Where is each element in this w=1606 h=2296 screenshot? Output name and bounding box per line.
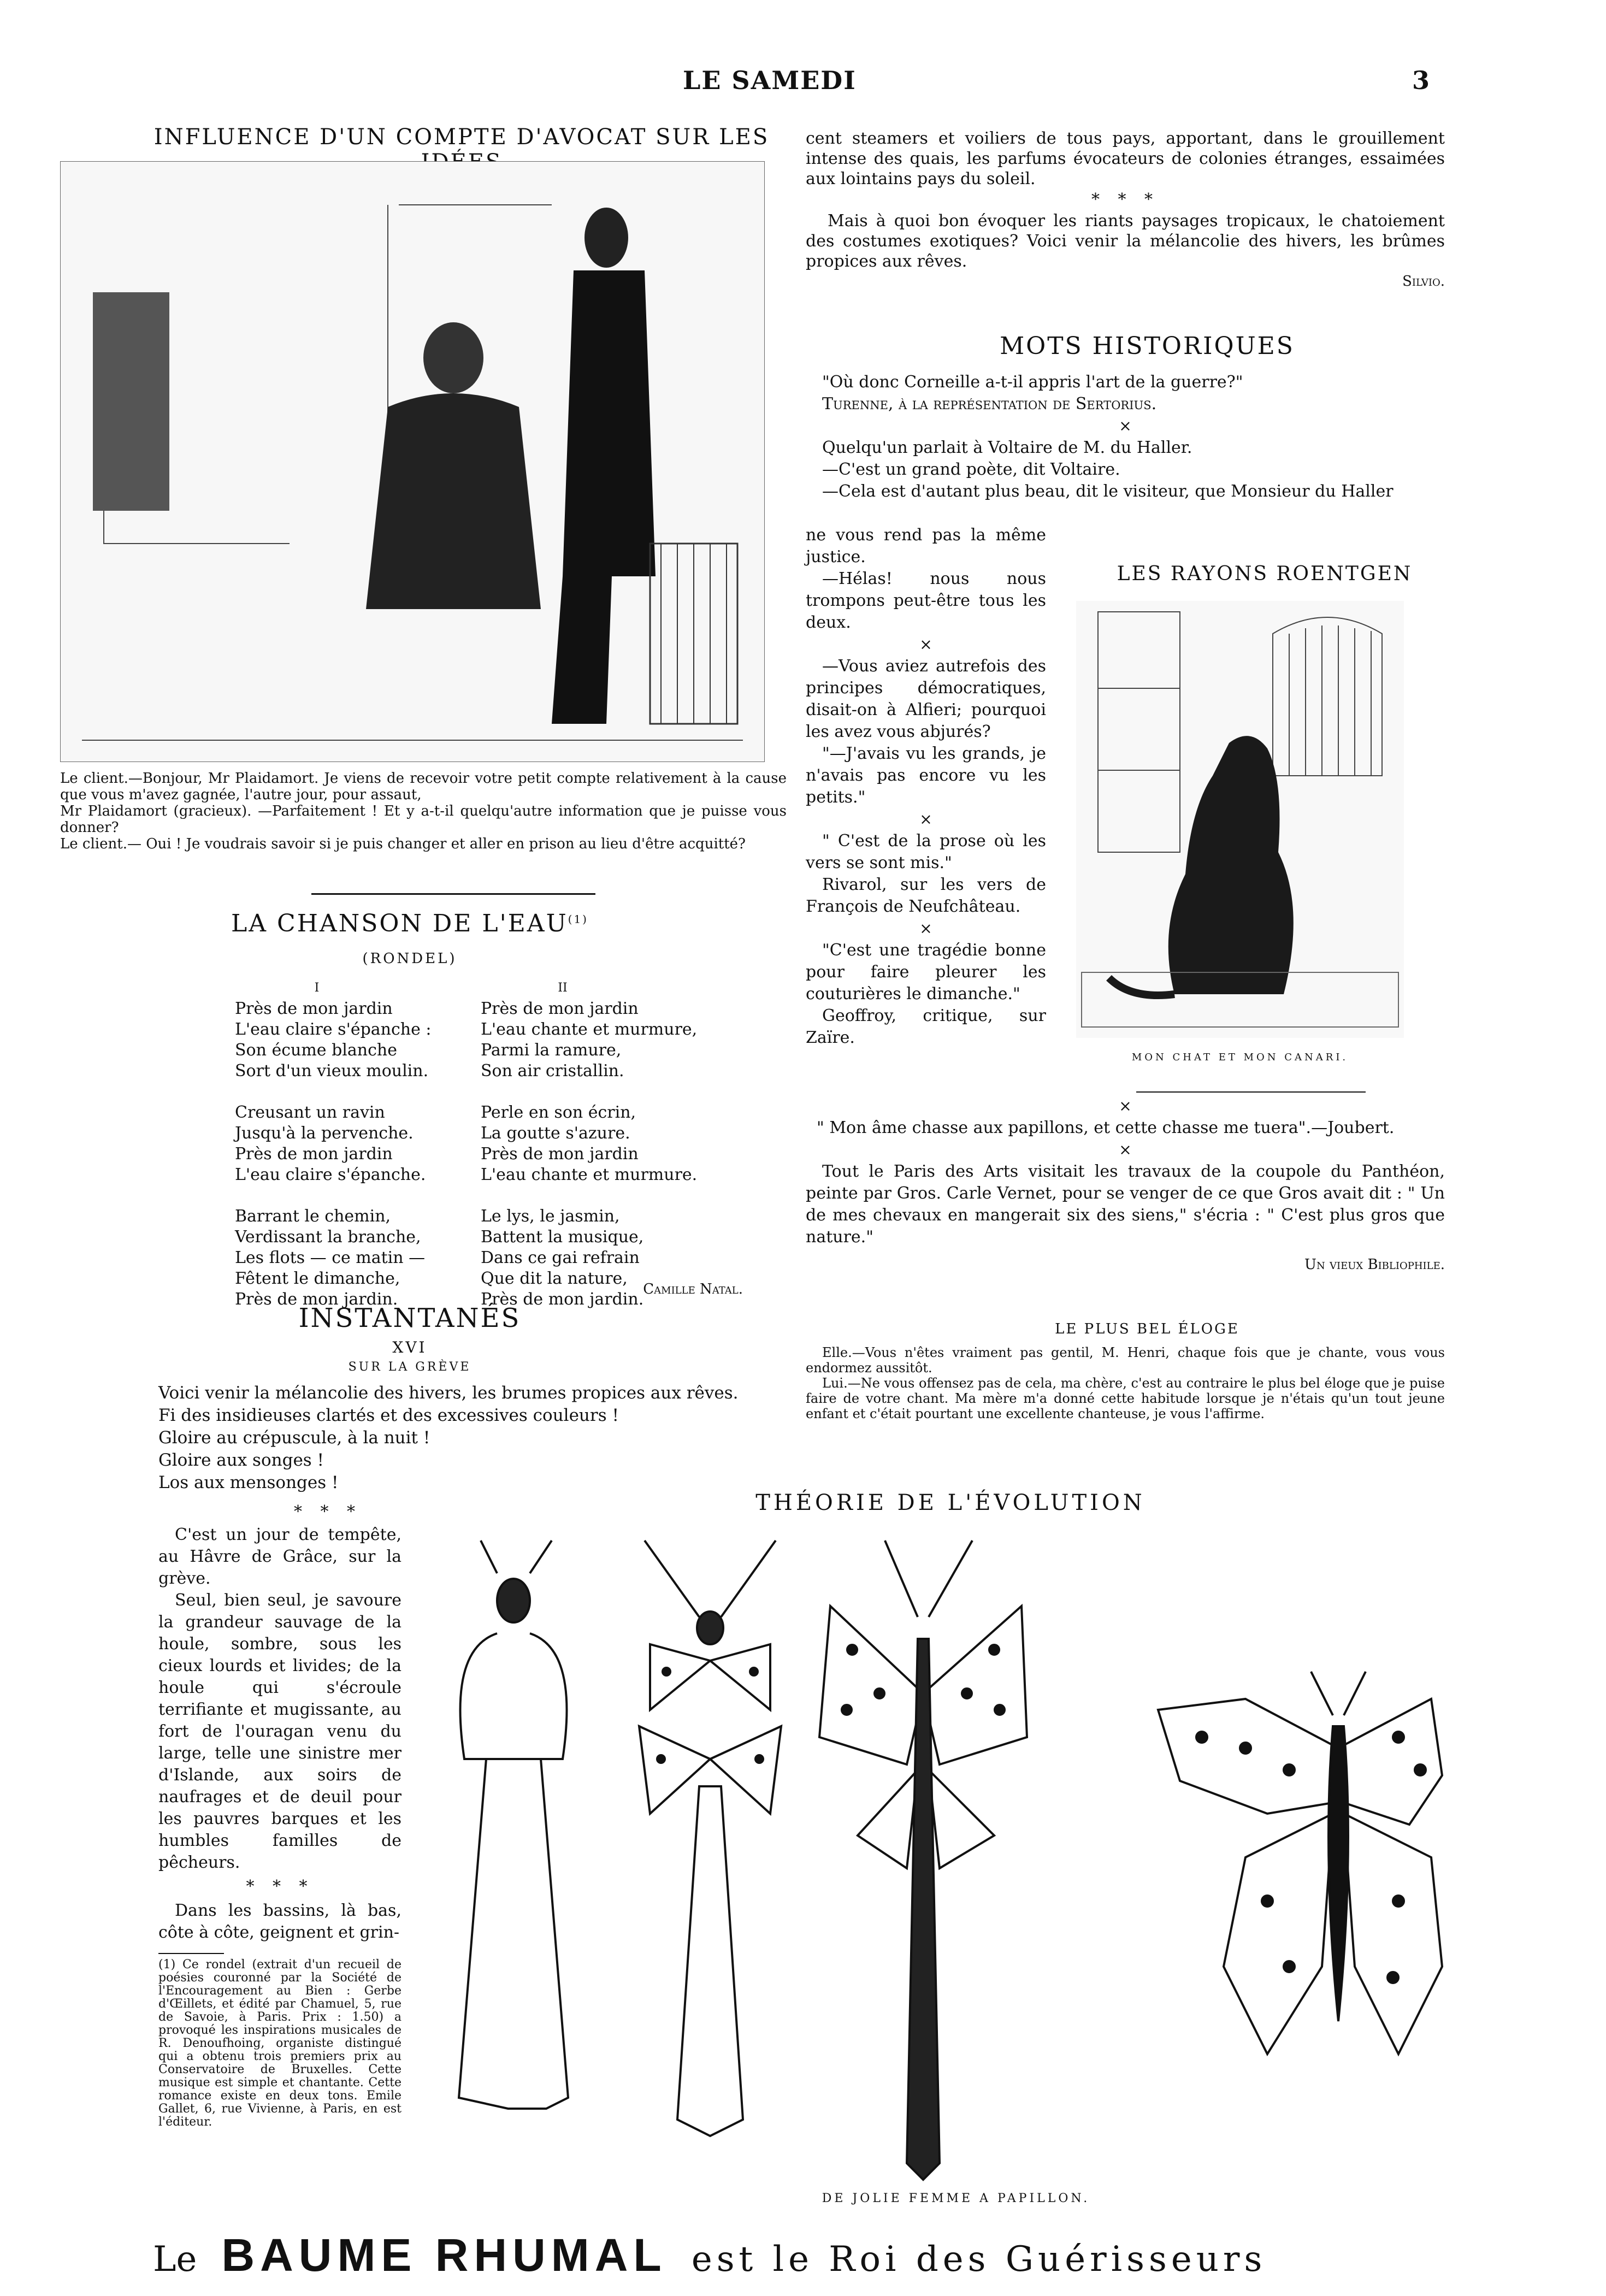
stanza [235, 1206, 481, 1310]
verse-line: L'eau chante et murmure, [481, 1020, 698, 1039]
paragraph: C'est un jour de tempête, au Hâvre de Grâce, sur la grève. [158, 1525, 402, 1588]
paragraph: cent steamers et voiliers de tous pays, apportant, dans le grouillement intense des quais, les parfums évocateurs de colonies étranges, essaimées aux lointains pays du soleil. [806, 129, 1445, 188]
instantanes-title: INSTANTANÉS [298, 1303, 521, 1333]
quote: "Où donc Corneille a-t-il appris l'art de la guerre?" [822, 373, 1243, 392]
evolution-illustration [415, 1530, 1453, 2185]
section-stars: * * * [1091, 190, 1160, 209]
instantanes-intro [158, 1382, 787, 1494]
stanza [235, 1102, 481, 1185]
intro-line: Gloire au crépuscule, à la nuit ! [158, 1428, 430, 1448]
stanza-number: II [558, 981, 568, 995]
roentgen-title: LES RAYONS ROENTGEN [1117, 563, 1413, 585]
intro-line: Voici venir la mélancolie des hivers, les brumes propices aux rêves. [158, 1383, 739, 1403]
caption-line: Le client.— Oui ! Je voudrais savoir si je puis changer et aller en prison au lieu d'être acquitté? [60, 836, 746, 852]
paragraph: Mais à quoi bon évoquer les riants paysages tropicaux, le chatoiement des costumes exotiques? Voici venir la mélancolie des hivers, les brûmes propices aux rêves. [806, 211, 1445, 271]
roentgen-illustration [1076, 601, 1404, 1038]
caption-line: Mr Plaidamort (gracieux). —Parfaitement ! Et y a-t-il quelqu'autre information que je puisse vous donner? [60, 803, 787, 836]
ad-brand: BAUME RHUMAL [221, 2229, 667, 2281]
verse-line: Perle en son écrin, [481, 1103, 636, 1122]
paragraph: Seul, bien seul, je savoure la grandeur sauvage de la houle, sombre, sous les cieux lourds et livides; de la houle qui s'écroule terrifiante et mugissante, au fort de l'ouragan venu du large, telle une sinistre mer d'Islande, aux soirs de naufrages et de deuil pour les pauvres barques et les humbles familles de pêcheurs. [158, 1591, 402, 1872]
quote-author: Turenne, à la représentation de Sertorius. [822, 394, 1157, 414]
dialogue-line: Elle.—Vous n'êtes vraiment pas gentil, M. Henri, chaque fois que je chante, vous vous endormez aussitôt. [806, 1345, 1445, 1376]
verse-line: La goutte s'azure. [481, 1124, 630, 1143]
chanson-title-text: LA CHANSON DE L'EAU [231, 910, 568, 937]
evolution-title: THÉORIE DE L'ÉVOLUTION [755, 1490, 1146, 1515]
verse-line: Son écume blanche [235, 1041, 397, 1060]
signature: Un vieux Bibliophile. [1304, 1256, 1445, 1273]
figure-woman [459, 1540, 568, 2109]
chanson-subtitle: (RONDEL) [362, 951, 457, 967]
quote: Quelqu'un parlait à Voltaire de M. du Haller. [822, 438, 1192, 457]
separator: × [1119, 1141, 1132, 1159]
quote: —Hélas! nous nous trompons peut-être tous les deux. [806, 569, 1046, 632]
figure-butterfly [1158, 1672, 1442, 2054]
figure-transition [639, 1540, 781, 2136]
section-stars: * * * [293, 1502, 362, 1521]
verse-line: Son air cristallin. [481, 1061, 624, 1081]
ad-le: Le [153, 2239, 197, 2280]
verse-line: Près de mon jardin. [235, 1290, 398, 1309]
verse-line: L'eau claire s'épanche. [235, 1165, 426, 1184]
stanza [481, 999, 732, 1082]
chanson-author: Camille Natal. [643, 1281, 743, 1297]
verse-line: L'eau claire s'épanche : [235, 1020, 432, 1039]
page-number: 3 [1412, 66, 1431, 95]
cartoon-illustration [60, 161, 765, 762]
continuation-text [806, 128, 1445, 292]
roentgen-caption: MON CHAT ET MON CANARI. [1131, 1052, 1349, 1063]
verse-line: Dans ce gai refrain [481, 1248, 640, 1267]
quote-author: Rivarol, sur les vers de François de Neufchâteau. [806, 875, 1046, 916]
verse-line: Les flots — ce matin — [235, 1248, 426, 1267]
chanson-column-2 [481, 978, 732, 1331]
verse-line: Sort d'un vieux moulin. [235, 1061, 429, 1081]
instantanes-number: XVI [392, 1338, 427, 1356]
ad-tagline: est le Roi des Guérisseurs [691, 2239, 1267, 2280]
verse-line: Près de mon jardin [235, 1144, 393, 1164]
quote: "—J'avais vu les grands, je n'avais pas encore vu les petits." [806, 744, 1046, 807]
mots-bottom [806, 1095, 1445, 1276]
quote: —C'est un grand poète, dit Voltaire. [822, 460, 1120, 479]
verse-line: Battent la musique, [481, 1227, 644, 1247]
verse-line: Près de mon jardin. [481, 1290, 644, 1309]
cartoon-title: INFLUENCE D'UN COMPTE D'AVOCAT SUR LES [153, 125, 770, 150]
verse-line: Parmi la ramure, [481, 1041, 622, 1060]
verse-line: Verdissant la branche, [235, 1227, 421, 1247]
instantanes-body [158, 1524, 402, 1944]
page-title: LE SAMEDI [683, 66, 857, 95]
quote: ne vous rend pas la même justice. [806, 526, 1046, 566]
verse-line: Barrant le chemin, [235, 1207, 391, 1226]
quote: —Cela est d'autant plus beau, dit le visiteur, que Monsieur du Haller [822, 482, 1394, 501]
chanson-title [164, 910, 656, 937]
verse-line: Près de mon jardin [481, 999, 639, 1018]
footnote-mark: (1) [568, 912, 588, 926]
quote: Tout le Paris des Arts visitait les travaux de la coupole du Panthéon, peinte par Gros. Carle Vernet, pour se venger de ce que Gros avait dit : " Un de mes chevaux en mangerait six des siens," s'écria : " C'est plus gros que nature." [806, 1162, 1445, 1247]
cartoon-caption [60, 770, 787, 852]
verse-line: Que dit la nature, [481, 1269, 628, 1288]
verse-line: Fêtent le dimanche, [235, 1269, 400, 1288]
instantanes-subtitle: SUR LA GRÈVE [348, 1360, 471, 1374]
separator: × [919, 635, 932, 653]
quote: —Vous aviez autrefois des principes démocratiques, disait-on à Alfieri; pourquoi les avez vous abjurés? [806, 657, 1046, 741]
intro-line: Fi des insidieuses clartés et des excessives couleurs ! [158, 1406, 619, 1425]
advertisement [153, 2229, 1464, 2283]
mots-column [806, 524, 1046, 1049]
quote: " Mon âme chasse aux papillons, et cette chasse me tuera".—Joubert. [817, 1118, 1395, 1137]
mots-title: MOTS HISTORIQUES [1000, 332, 1295, 360]
intro-line: Gloire aux songes ! [158, 1450, 324, 1470]
verse-line: Jusqu'à la pervenche. [235, 1124, 414, 1143]
footnote: (1) Ce rondel (extrait d'un recueil de poésies couronné par la Société de l'Encouragement au Bien : Gerbe d'Œillets, et édité par Chamuel, 5, rue de Savoie, à Paris. Prix : 1.50) a provoqué les inspirations musicales de R. Denoufhoing, organiste distingué qui a obtenu trois premiers prix au Conservatoire de Bruxelles. Cette musique est simple et chantante. Cette romance existe en deux tons. Emile Gallet, 6, rue Vivienne, à Paris, en est l'éditeur. [158, 1958, 402, 2129]
chanson-column-1 [235, 978, 481, 1331]
verse-line: Creusant un ravin [235, 1103, 385, 1122]
paragraph: Dans les bassins, là bas, côte à côte, geignent et grin- [158, 1901, 402, 1942]
section-stars: * * * [246, 1877, 314, 1896]
figure-insect [819, 1540, 1027, 2180]
separator: × [1119, 417, 1132, 435]
signature: Silvio. [1402, 273, 1445, 290]
stanza [481, 1102, 732, 1185]
mots-top [806, 371, 1445, 503]
verse-line: L'eau chante et murmure. [481, 1165, 698, 1184]
evolution-caption: DE JOLIE FEMME A PAPILLON. [822, 2192, 1090, 2205]
stanza [235, 999, 481, 1082]
quote-author: Geoffroy, critique, sur Zaïre. [806, 1006, 1046, 1047]
eloge-text [806, 1345, 1445, 1421]
quote: " C'est de la prose où les vers se sont mis." [806, 831, 1046, 872]
quote: "C'est une tragédie bonne pour faire pleurer les couturières le dimanche." [806, 941, 1046, 1004]
caption-line: Le client.—Bonjour, Mr Plaidamort. Je viens de recevoir votre petit compte relativement à la cause que vous m'avez gagnée, l'autre jour, pour assaut, [60, 770, 787, 803]
separator: × [1119, 1097, 1132, 1115]
verse-line: Le lys, le jasmin, [481, 1207, 620, 1226]
verse-line: Près de mon jardin [235, 999, 393, 1018]
separator: × [919, 919, 932, 937]
separator: × [919, 810, 932, 828]
stanza-number: I [314, 981, 320, 995]
dialogue-line: Lui.—Ne vous offensez pas de cela, ma chère, c'est au contraire le plus bel éloge que je puise faire de votre chant. Ma mère m'a donné cette habitude lorsque je n'étais qu'un tout jeune enfant et c'était pourtant une excellente chanteuse, je vous l'affirme. [806, 1376, 1445, 1421]
verse-line: Près de mon jardin [481, 1144, 639, 1164]
intro-line: Los aux mensonges ! [158, 1473, 339, 1492]
eloge-title: LE PLUS BEL ÉLOGE [1055, 1321, 1239, 1337]
